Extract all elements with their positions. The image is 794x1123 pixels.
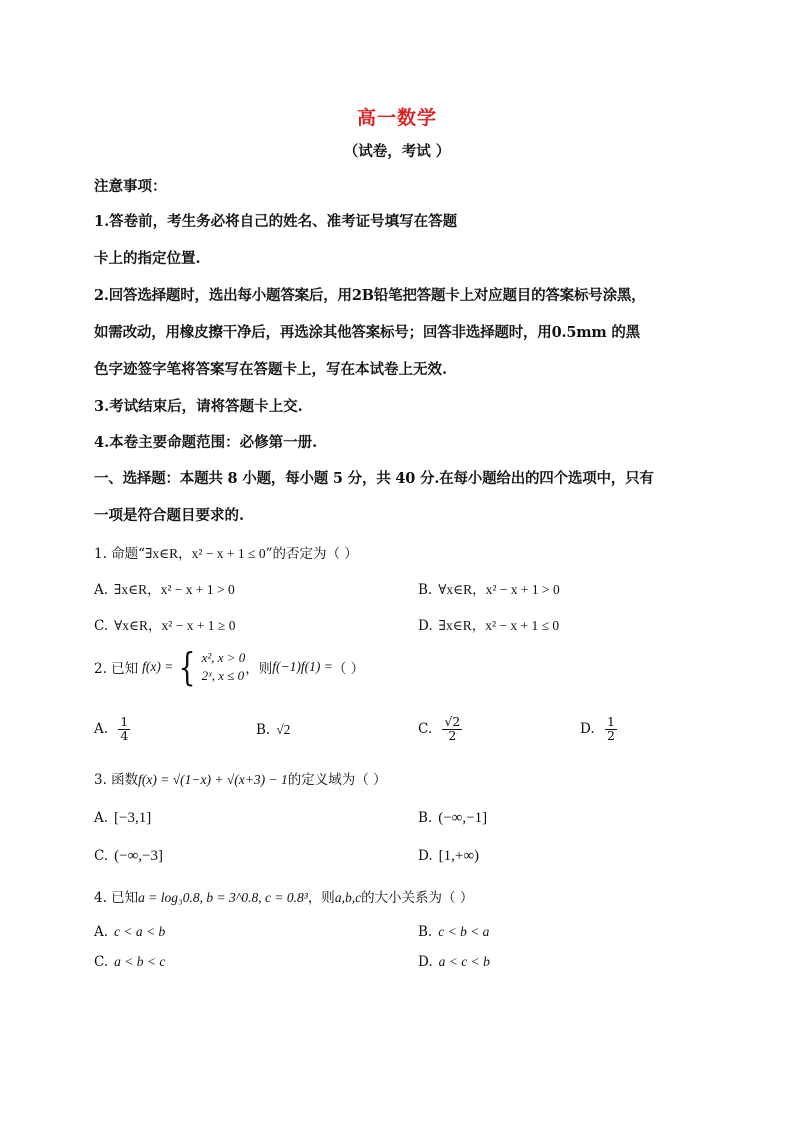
question-1-option-d[interactable]: [418, 614, 559, 634]
question-1-prefix: 1. 命题“: [94, 546, 146, 562]
question-3-option-c[interactable]: [94, 848, 163, 865]
option-text: c < b < a: [438, 924, 490, 939]
option-text: a < c < b: [438, 954, 490, 969]
question-2-piecewise: [202, 649, 246, 684]
question-3-suffix: 的定义域为（ ）: [287, 772, 387, 788]
question-1-proposition: ∃x∈R，x² − x + 1 ≤ 0: [145, 546, 266, 561]
denominator: 4: [120, 727, 129, 743]
question-1-option-a[interactable]: [94, 578, 235, 598]
notice-item-3-text: 3.考试结束后，请将答题卡上交.: [94, 398, 303, 415]
page-title: 高一数学: [356, 107, 437, 129]
question-4-prefix: 4. 已知: [94, 890, 139, 906]
option-label: D.: [418, 848, 433, 864]
fraction: [605, 716, 617, 742]
question-3-expr: f(x) = √(1−x) + √(x+3) − 1: [138, 772, 288, 787]
notice-heading: 注意事项：: [94, 178, 167, 195]
option-label: A.: [94, 720, 109, 737]
option-label: A.: [94, 810, 109, 826]
option-label: A.: [94, 924, 109, 940]
question-2-case-1: x², x > 0: [201, 650, 246, 666]
question-4-suffix: 的大小关系为（ ）: [361, 890, 474, 906]
question-2-option-c[interactable]: [418, 716, 462, 742]
option-text: (−∞,−3]: [114, 848, 163, 864]
numerator: √2: [444, 714, 461, 729]
question-3-prefix: 3. 函数: [94, 772, 139, 788]
numerator: 1: [120, 714, 129, 729]
option-text: √2: [276, 722, 291, 737]
question-4-expr: a = log₃0.8, b = 3^0.8, c = 0.8³: [138, 890, 308, 905]
notice-item-2-line-1: 2.回答选择题时，选出每小题答案后，用2B铅笔把答题卡上对应题目的答案标号涂黑，: [94, 287, 646, 304]
question-1-suffix: ”的否定为（ ）: [265, 546, 358, 562]
option-label: C.: [94, 848, 109, 864]
notice-item-4-text: 4.本卷主要命题范围：必修第一册.: [94, 434, 318, 451]
question-3: [94, 768, 704, 788]
notice-item-4: [94, 424, 704, 461]
question-4-option-a[interactable]: [94, 924, 165, 940]
question-4-vars: a,b,c: [334, 890, 362, 905]
fraction: [442, 716, 462, 742]
question-2-option-b[interactable]: [256, 722, 290, 738]
option-label: B.: [418, 582, 433, 598]
option-label: B.: [256, 722, 271, 738]
notice-item-1-line-1: 1.答卷前，考生务必将自己的姓名、准考证号填写在答题: [94, 213, 458, 230]
question-2-option-d[interactable]: [580, 716, 617, 742]
question-2-expr: f(−1)f(1) =: [272, 659, 333, 674]
question-3-stem: [94, 768, 704, 788]
option-label: D.: [580, 720, 595, 737]
question-4-option-c[interactable]: [94, 954, 165, 970]
notice-block: [94, 172, 704, 202]
option-text: ∀x∈R，x² − x + 1 > 0: [438, 582, 560, 597]
option-label: C.: [418, 720, 433, 737]
numerator: 1: [606, 714, 615, 729]
option-label: B.: [418, 810, 433, 826]
question-2-suffix: （ ）: [332, 661, 365, 677]
denominator: 2: [606, 727, 615, 743]
option-text: ∀x∈R，x² − x + 1 ≥ 0: [114, 618, 236, 633]
question-1: [94, 542, 704, 562]
question-4-option-d[interactable]: [418, 954, 490, 970]
question-3-option-b[interactable]: [418, 810, 487, 827]
question-3-option-a[interactable]: [94, 810, 151, 827]
option-text: (−∞,−1]: [438, 810, 488, 826]
fraction: [118, 716, 130, 742]
option-label: B.: [418, 924, 433, 940]
notice-item-2: [94, 277, 704, 388]
question-3-option-d[interactable]: [418, 848, 479, 865]
notice-item-1-line-2: 卡上的指定位置.: [94, 250, 201, 267]
option-label: A.: [94, 582, 109, 598]
notice-item-2-line-3: 色字迹签字笔将答案写在答题卡上，写在本试卷上无效.: [94, 361, 448, 378]
question-4-middle: ，则: [307, 890, 335, 906]
section-1-line-2: 一项是符合题目要求的.: [94, 507, 245, 524]
notice-item-3: [94, 388, 704, 425]
question-1-stem: [94, 542, 704, 562]
question-4: [94, 886, 704, 906]
notice-item-1: [94, 203, 704, 277]
option-label: D.: [418, 954, 433, 970]
question-2-prefix: 2. 已知: [94, 661, 139, 677]
option-text: ∃x∈R，x² − x + 1 ≤ 0: [438, 618, 560, 633]
option-text: ∃x∈R，x² − x + 1 > 0: [114, 582, 235, 597]
question-1-option-b[interactable]: [418, 578, 560, 598]
question-4-option-b[interactable]: [418, 924, 489, 940]
question-2: [94, 645, 704, 689]
option-text: [−3,1]: [114, 810, 152, 826]
brace-icon: {: [179, 645, 196, 689]
option-label: C.: [94, 954, 109, 970]
question-2-stem: [94, 645, 704, 689]
option-text: a < b < c: [114, 954, 166, 969]
question-2-option-a[interactable]: [94, 716, 130, 742]
option-text: c < a < b: [114, 924, 166, 939]
option-label: D.: [418, 618, 433, 634]
option-text: [1,+∞): [438, 848, 480, 864]
question-2-case-2: 2ˣ, x ≤ 0: [201, 668, 245, 683]
section-1-heading: [94, 460, 704, 534]
notice-item-2-line-2: 如需改动，用橡皮擦干净后，再选涂其他答案标号；回答非选择题时，用0.5mm 的黑: [94, 324, 640, 341]
question-1-option-c[interactable]: [94, 614, 235, 634]
option-label: C.: [94, 618, 109, 634]
question-2-func: f(x) =: [142, 659, 174, 674]
question-4-stem: [94, 886, 704, 906]
denominator: 2: [448, 727, 457, 743]
section-1-line-1: 一、选择题：本题共 8 小题，每小题 5 分，共 40 分.在每小题给出的四个选项中，只有: [94, 470, 654, 487]
page-subtitle: （试卷，考试 ）: [343, 143, 451, 160]
question-2-middle: ，则: [245, 661, 273, 677]
